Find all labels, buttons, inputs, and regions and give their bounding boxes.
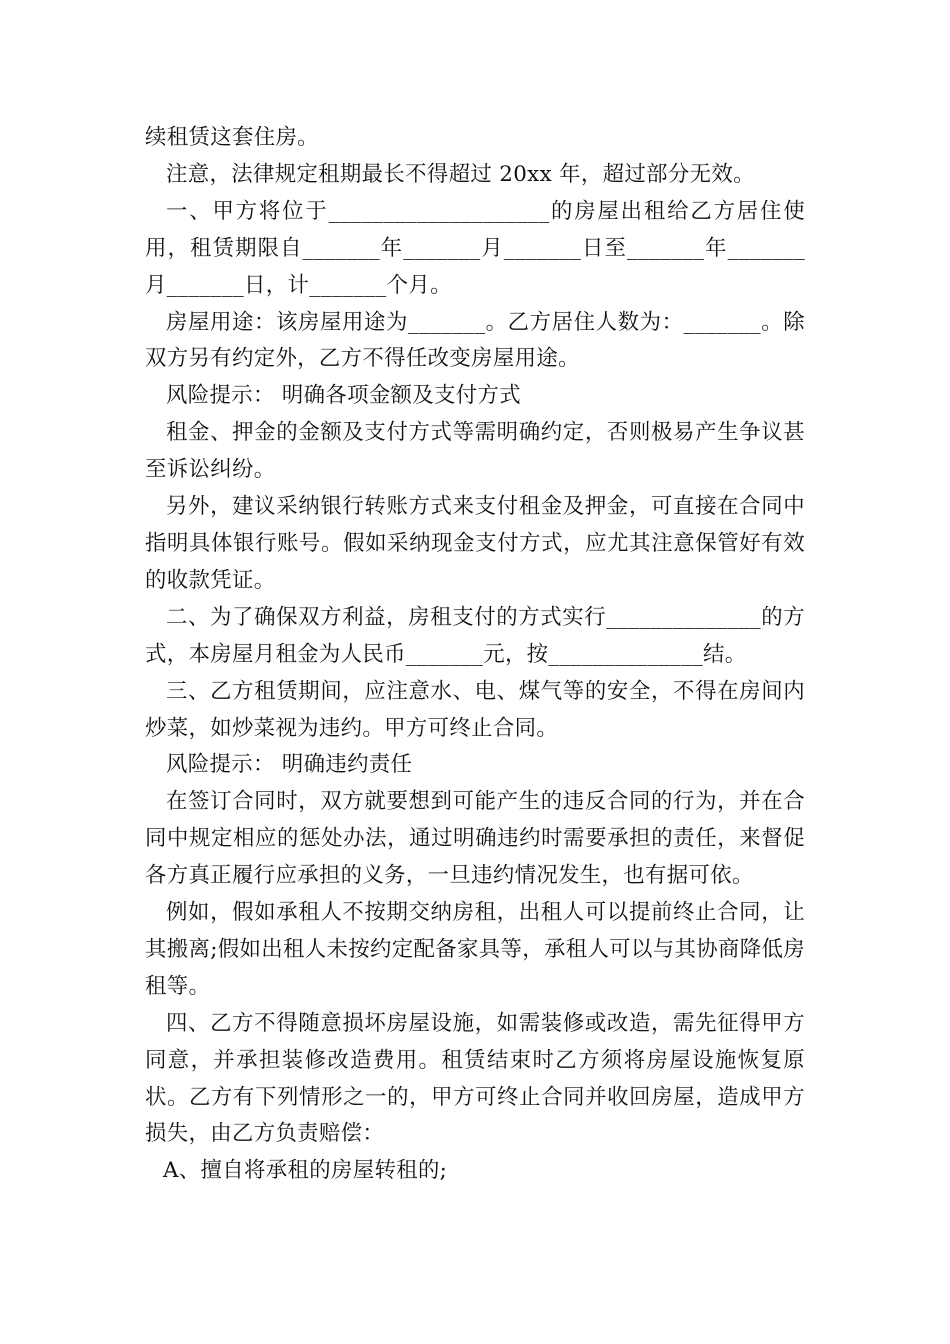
paragraph-risk-tip-payment: 风险提示： 明确各项金额及支付方式 (166, 383, 522, 409)
paragraph-bank-transfer: 另外，建议采纳银行转账方式来支付租金及押金，可直接在合同中指明具体银行账号。假如采纳现金支付方式，应尤其注意保管好有效的收款凭证。 (145, 494, 805, 593)
paragraph-payment-agreement: 租金、押金的金额及支付方式等需明确约定，否则极易产生争议甚至诉讼纠纷。 (145, 420, 805, 483)
paragraph-house-usage: 房屋用途：该房屋用途为_______。乙方居住人数为：_______。除双方另有约定外，乙方不得任改变房屋用途。 (145, 309, 805, 372)
paragraph-item-a: A、擅自将承租的房屋转租的; (163, 1158, 448, 1184)
paragraph-clause-3: 三、乙方租赁期间，应注意水、电、煤气等的安全，不得在房间内炒菜，如炒菜视为违约。甲方可终止合同。 (145, 678, 805, 741)
paragraph-clause-1: 一、甲方将位于____________________的房屋出租给乙方居住使用，租赁期限自_______年_______月_______日至_______年_______月_______日，计_______个月。 (145, 198, 805, 298)
paragraph-note-lease-term: 注意，法律规定租期最长不得超过 20xx 年，超过部分无效。 (166, 161, 755, 187)
paragraph-continuation: 续租赁这套住房。 (145, 125, 319, 150)
paragraph-risk-tip-breach: 风险提示： 明确违约责任 (166, 752, 413, 778)
paragraph-breach-liability: 在签订合同时，双方就要想到可能产生的违反合同的行为，并在合同中规定相应的惩处办法，通过明确违约时需要承担的责任，来督促各方真正履行应承担的义务，一旦违约情况发生，也有据可依。 (145, 789, 805, 889)
paragraph-example: 例如，假如承租人不按期交纳房租，出租人可以提前终止合同，让其搬离;假如出租人未按约定配备家具等，承租人可以与其协商降低房租等。 (145, 900, 805, 999)
paragraph-clause-2: 二、为了确保双方利益，房租支付的方式实行______________的方式，本房屋月租金为人民币_______元，按______________结。 (145, 604, 805, 667)
paragraph-clause-4: 四、乙方不得随意损坏房屋设施，如需装修或改造，需先征得甲方同意，并承担装修改造费用。租赁结束时乙方须将房屋设施恢复原状。乙方有下列情形之一的，甲方可终止合同并收回房屋，造成甲方损失，由乙方负责赔偿： (145, 1010, 805, 1147)
document-body (145, 120, 805, 1190)
